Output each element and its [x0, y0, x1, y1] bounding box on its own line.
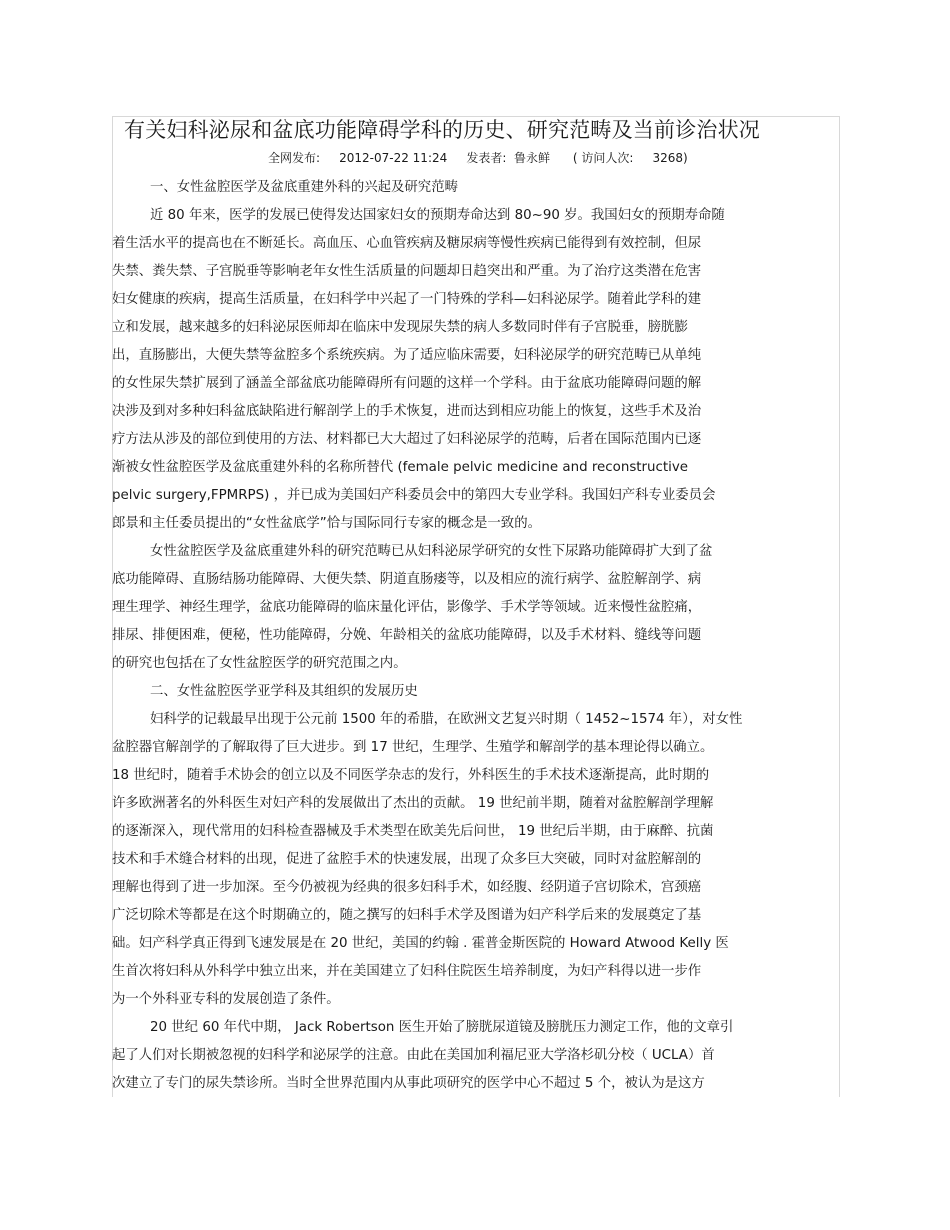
- paragraph-line: 础。妇产科学真正得到飞速发展是在 20 世纪，美国的约翰 . 霍普金斯医院的 Howard Atwood Kelly 医: [112, 936, 729, 951]
- paragraph-line: 的逐渐深入，现代常用的妇科检查器械及手术类型在欧美先后问世， 19 世纪后半期，由于麻醉、抗菌: [112, 824, 714, 839]
- paragraph-line: 18 世纪时，随着手术协会的创立以及不同医学杂志的发行，外科医生的手术技术逐渐提高，此时期的: [112, 768, 710, 783]
- paragraph-line: 决涉及到对多种妇科盆底缺陷进行解剖学上的手术恢复，进而达到相应功能上的恢复，这些手术及治: [112, 404, 702, 419]
- paragraph-line: 的女性尿失禁扩展到了涵盖全部盆底功能障碍所有问题的这样一个学科。由于盆底功能障碍问题的解: [112, 376, 702, 391]
- paragraph-line: 许多欧洲著名的外科医生对妇产科的发展做出了杰出的贡献。 19 世纪前半期，随着对盆腔解剖学理解: [112, 796, 714, 811]
- paragraph-line: 生首次将妇科从外科学中独立出来，并在美国建立了妇科住院医生培养制度，为妇产科得以进一步作: [112, 964, 702, 979]
- paragraph-line: 技术和手术缝合材料的出现，促进了盆腔手术的快速发展，出现了众多巨大突破，同时对盆腔解剖的: [112, 852, 702, 867]
- paragraph-line: 妇女健康的疾病，提高生活质量，在妇科学中兴起了一门特殊的学科—妇科泌尿学。随着此学科的建: [112, 292, 702, 307]
- paragraph-line: 郎景和主任委员提出的“女性盆底学”恰与国际同行专家的概念是一致的。: [112, 516, 541, 531]
- paragraph-line: 渐被女性盆腔医学及盆底重建外科的名称所替代 (female pelvic medicine and reconstructive: [112, 460, 689, 475]
- section-heading-1: 一、女性盆腔医学及盆底重建外科的兴起及研究范畴: [150, 180, 458, 195]
- paragraph-line: 着生活水平的提高也在不断延长。高血压、心血管疾病及糖尿病等慢性疾病已能得到有效控制，但尿: [112, 236, 702, 251]
- paragraph-line: 立和发展，越来越多的妇科泌尿医师却在临床中发现尿失禁的病人多数同时伴有子宫脱垂，膀胱膨: [112, 320, 688, 335]
- paragraph-line: 理生理学、神经生理学，盆底功能障碍的临床量化评估，影像学、手术学等领域。近来慢性盆腔痛，: [112, 600, 702, 615]
- section-heading-2: 二、女性盆腔医学亚学科及其组织的发展历史: [150, 684, 418, 699]
- paragraph-line: 失禁、粪失禁、子宫脱垂等影响老年女性生活质量的问题却日趋突出和严重。为了治疗这类潜在危害: [112, 264, 702, 279]
- paragraph-line: 为一个外科亚专科的发展创造了条件。: [112, 992, 340, 1007]
- paragraph-line: 起了人们对长期被忽视的妇科学和泌尿学的注意。由此在美国加利福尼亚大学洛杉矶分校（ UCLA）首: [112, 1048, 715, 1063]
- paragraph-line: 的研究也包括在了女性盆腔医学的研究范围之内。: [112, 656, 407, 671]
- paragraph-line: 妇科学的记载最早出现于公元前 1500 年的希腊，在欧洲文艺复兴时期（ 1452~1574 年），对女性: [150, 712, 743, 727]
- paragraph-line: 女性盆腔医学及盆底重建外科的研究范畴已从妇科泌尿学研究的女性下尿路功能障碍扩大到了盆: [150, 544, 713, 559]
- paragraph-line: 出，直肠膨出，大便失禁等盆腔多个系统疾病。为了适应临床需要，妇科泌尿学的研究范畴已从单纯: [112, 348, 702, 363]
- paragraph-line: pelvic surgery,FPMRPS) ，并已成为美国妇产科委员会中的第四大专业学科。我国妇产科专业委员会: [112, 488, 716, 503]
- paragraph-line: 底功能障碍、直肠结肠功能障碍、大便失禁、阴道直肠瘘等，以及相应的流行病学、盆腔解剖学、病: [112, 572, 702, 587]
- paragraph-line: 理解也得到了进一步加深。至今仍被视为经典的很多妇科手术，如经腹、经阴道子宫切除术，宫颈癌: [112, 880, 702, 895]
- paragraph-line: 广泛切除术等都是在这个时期确立的，随之撰写的妇科手术学及图谱为妇产科学后来的发展奠定了基: [112, 908, 702, 923]
- paragraph-line: 疗方法从涉及的部位到使用的方法、材料都已大大超过了妇科泌尿学的范畴，后者在国际范围内已逐: [112, 432, 702, 447]
- paragraph-line: 近 80 年来，医学的发展已使得发达国家妇女的预期寿命达到 80~90 岁。我国妇女的预期寿命随: [150, 208, 725, 223]
- article-meta: 全网发布: 2012-07-22 11:24 发表者: 鲁永鲜 ( 访问人次: 3268): [268, 151, 688, 165]
- paragraph-line: 盆腔器官解剖学的了解取得了巨大进步。到 17 世纪，生理学、生殖学和解剖学的基本理论得以确立。: [112, 740, 714, 755]
- paragraph-line: 20 世纪 60 年代中期， Jack Robertson 医生开始了膀胱尿道镜及膀胱压力测定工作，他的文章引: [150, 1020, 734, 1035]
- article-title: 有关妇科泌尿和盆底功能障碍学科的历史、研究范畴及当前诊治状况: [124, 118, 760, 142]
- paragraph-line: 排尿、排便困难，便秘，性功能障碍，分娩、年龄相关的盆底功能障碍，以及手术材料、缝线等问题: [112, 628, 702, 643]
- paragraph-line: 次建立了专门的尿失禁诊所。当时全世界范围内从事此项研究的医学中心不超过 5 个，被认为是这方: [112, 1076, 705, 1091]
